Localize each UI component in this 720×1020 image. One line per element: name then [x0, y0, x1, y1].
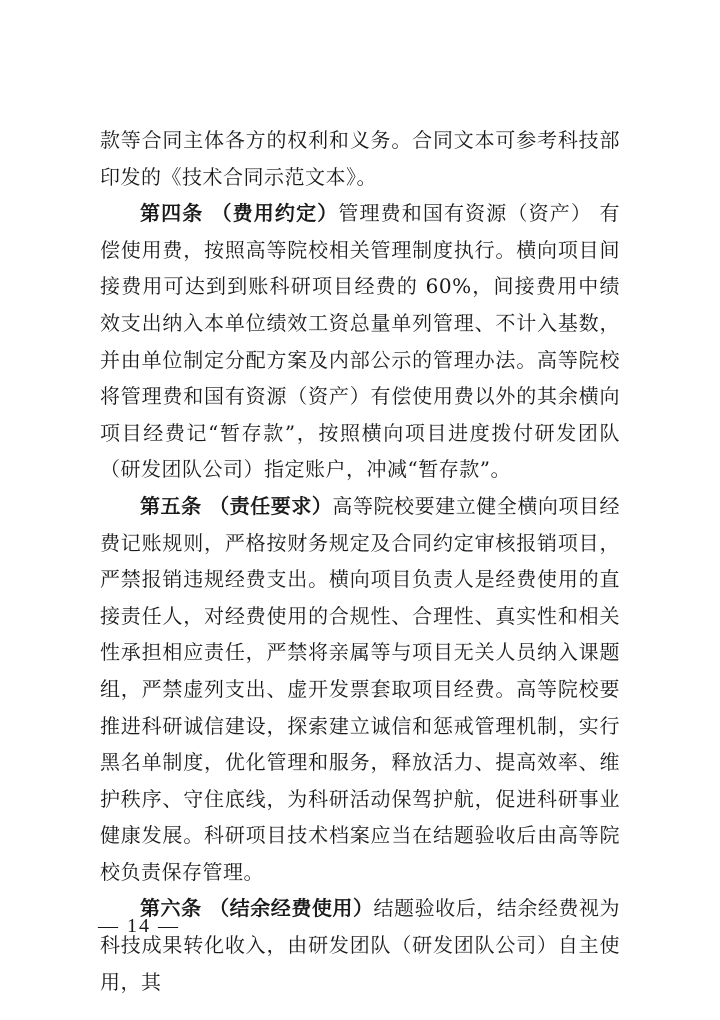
article-heading: 第五条 （责任要求） [140, 493, 333, 518]
paragraph-contract-text [100, 122, 620, 195]
document-body [100, 122, 620, 1000]
paragraph-text: 款等合同主体各方的权利和义务。合同文本可参考科技部印发的《技术合同示范文本》。 [100, 128, 620, 189]
article-heading: 第六条 （结余经费使用） [140, 896, 374, 921]
paragraph-article-4 [100, 195, 620, 488]
article-heading: 第四条 （费用约定） [140, 201, 339, 226]
paragraph-text: 高等院校要建立健全横向项目经费记账规则，严格按财务规定及合同约定审核报销项目，严禁报销违规经费支出。横向项目负责人是经费使用的直接责任人，对经费使用的合规性、合理性、真实性和相关性承担相应责任，严禁将亲属等与项目无关人员纳入课题组，严禁虚列支出、虚开发票套取项目经费。高等院校要推进科研诚信建设，探索建立诚信和惩戒管理机制，实行黑名单制度，优化管理和服务，释放活力、提高效率、维护秩序、守住底线，为科研活动保驾护航，促进科研事业健康发展。科研项目技术档案应当在结题验收后由高等院校负责保存管理。 [100, 493, 621, 884]
page-number: — 14 — [98, 915, 180, 937]
paragraph-article-6 [100, 890, 620, 1000]
paragraph-text: 管理费和国有资源（资产） 有偿使用费，按照高等院校相关管理制度执行。横向项目间接费用可达到到账科研项目经费的 60%，间接费用中绩效支出纳入本单位绩效工资总量单列管理、不计入基数，并由单位制定分配方案及内部公示的管理办法。高等院校将管理费和国有资源（资产）有偿使用费以外的其余横向项目经费记“暂存款”，按照横向项目进度拨付研发团队（研发团队公司）指定账户，冲减“暂存款”。 [100, 201, 620, 482]
paragraph-article-5 [100, 488, 620, 891]
paragraph-text: 结题验收后，结余经费视为科技成果转化收入，由研发团队（研发团队公司）自主使用，其 [100, 896, 621, 994]
